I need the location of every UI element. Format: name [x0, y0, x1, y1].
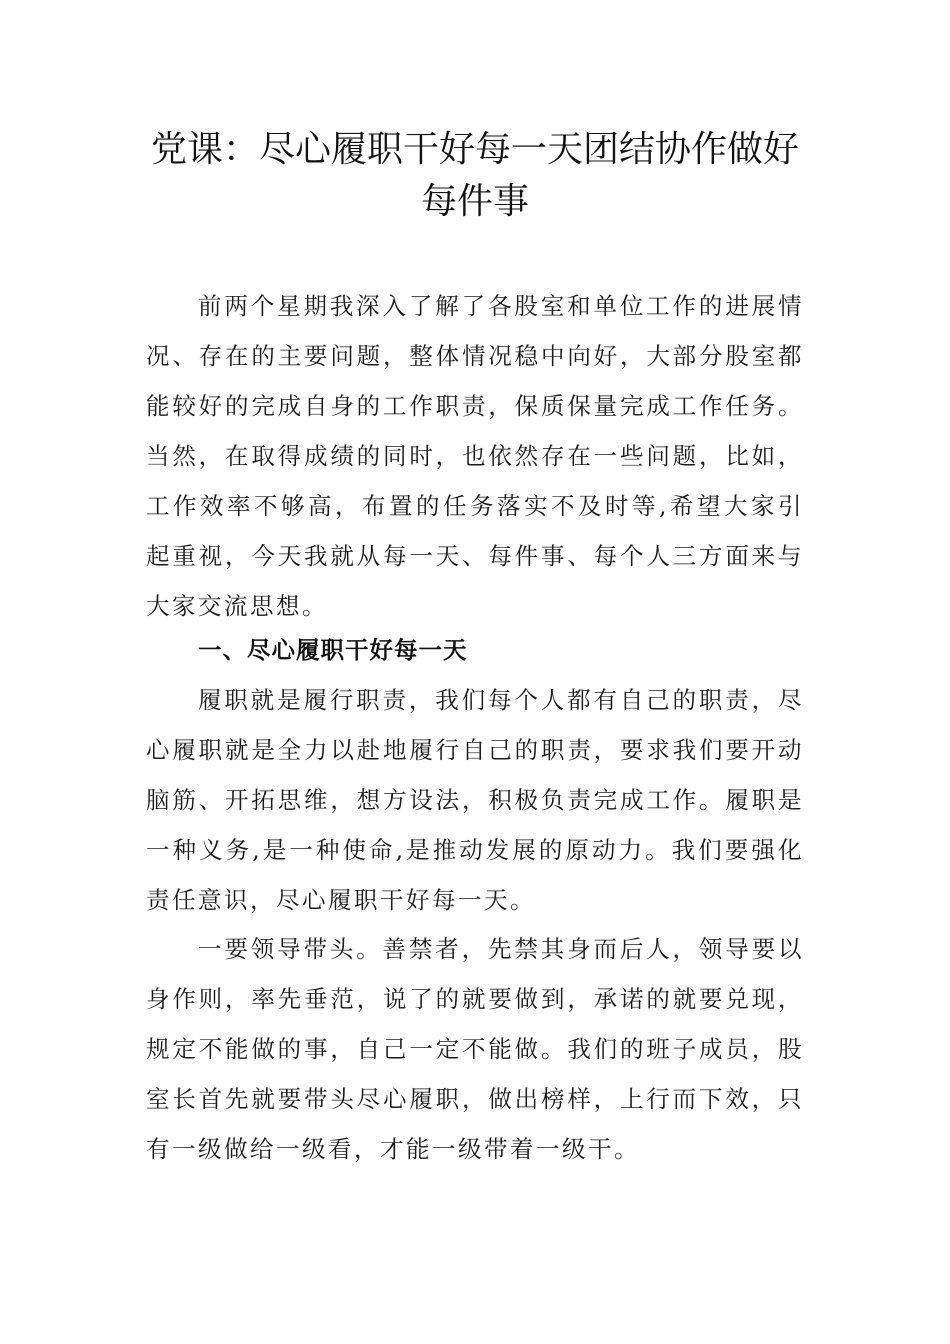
document-title	[120, 124, 830, 228]
title-line-1: 党课：尽心履职干好每一天团结协作做好	[150, 129, 799, 170]
title-line-2: 每件事	[420, 181, 529, 222]
paragraph-leadership: 一要领导带头。善禁者，先禁其身而后人，领导要以身作则，率先垂范，说了的就要做到，承诺的就要兑现，规定不能做的事，自己一定不能做。我们的班子成员，股室长首先就要带头尽心履职，做出榜样，上行而下效，只有一级做给一级看，才能一级带着一级干。	[146, 935, 804, 1163]
paragraph-duty: 履职就是履行职责，我们每个人都有自己的职责，尽心履职就是全力以赴地履行自己的职责，要求我们要开动脑筋、开拓思维，想方设法，积极负责完成工作。履职是一种义务,是一种使命,是推动发展的原动力。我们要强化责任意识，尽心履职干好每一天。	[146, 686, 804, 914]
section-heading-1: 一、尽心履职干好每一天	[198, 636, 468, 664]
paragraph-intro: 前两个星期我深入了解了各股室和单位工作的进展情况、存在的主要问题，整体情况稳中向好，大部分股室都能较好的完成自身的工作职责，保质保量完成工作任务。当然，在取得成绩的同时，也依然存在一些问题，比如，工作效率不够高，布置的任务落实不及时等,希望大家引起重视，今天我就从每一天、每件事、每个人三方面来与大家交流思想。	[146, 292, 804, 620]
